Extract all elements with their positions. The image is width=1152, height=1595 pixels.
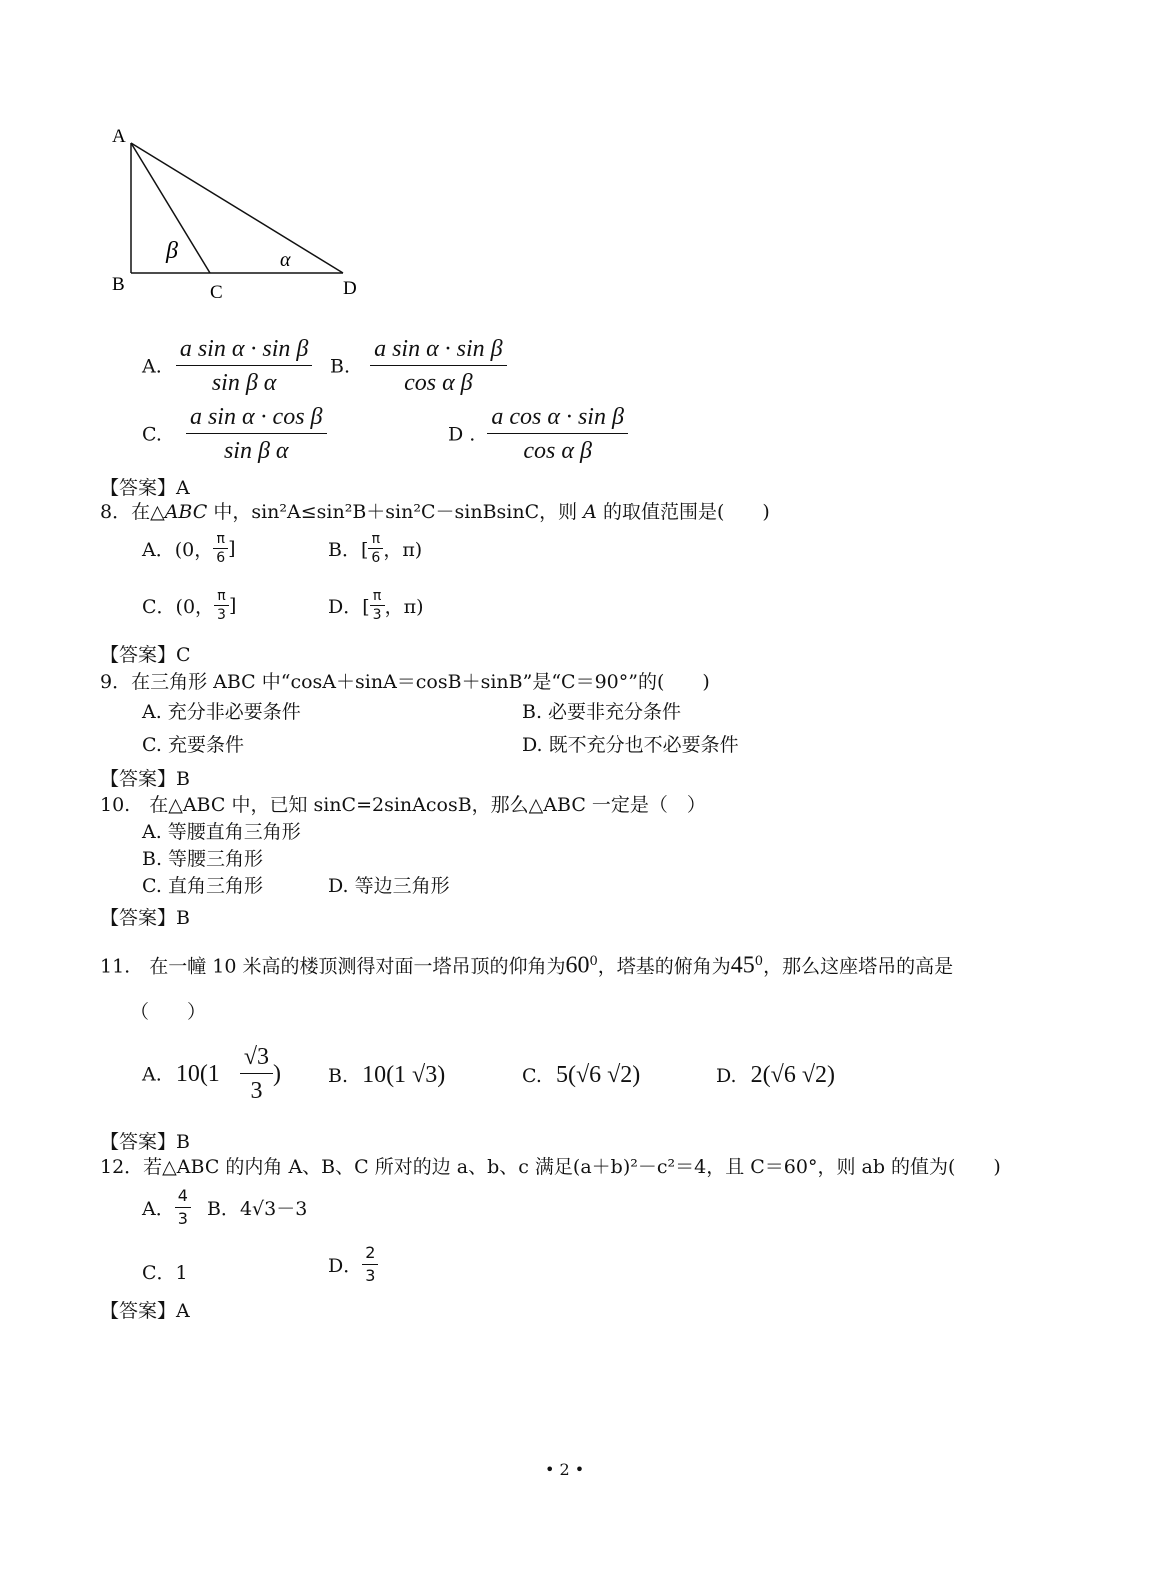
- q8-option-a-fraction: [213, 530, 228, 567]
- q8-option-b: [328, 530, 422, 567]
- q7-option-d: [448, 404, 628, 465]
- q9-option-b: B. 必要非充分条件: [522, 701, 682, 723]
- q11-option-a-numerator: √3: [240, 1044, 273, 1074]
- q12-option-b-expr: 4√3－3: [239, 1198, 308, 1220]
- q7-option-b-label: B.: [330, 355, 351, 378]
- q8-answer: 【答案】C: [100, 644, 191, 666]
- q7-option-a: [142, 336, 312, 397]
- q11-option-d-label: D.: [716, 1065, 737, 1087]
- q7-option-c-label: C.: [142, 423, 162, 446]
- q10-option-d: D. 等边三角形: [328, 875, 450, 897]
- q10-option-c: C. 直角三角形: [142, 875, 263, 897]
- q12-option-d-label: D．: [328, 1255, 363, 1277]
- q7-option-b-denominator: cos α β: [404, 370, 473, 396]
- q11-stem-mid: ，塔基的俯角为: [597, 955, 731, 978]
- q7-option-d-label: D .: [448, 423, 476, 446]
- q8-stem-prefix: 8．在△: [100, 501, 165, 523]
- q8-option-c-tail: ]: [228, 594, 237, 617]
- q7-option-b-numerator: a sin α · sin β: [370, 336, 507, 366]
- q7-option-a-label: A.: [142, 355, 162, 378]
- q7-option-c-denominator: sin β α: [223, 438, 289, 464]
- label-b: B: [112, 274, 125, 295]
- q8-option-c-label: C．(0，: [142, 596, 215, 618]
- q12-option-a: [142, 1185, 307, 1230]
- q12-option-d: [328, 1242, 378, 1287]
- q8-option-b-tail: ，π): [383, 539, 423, 561]
- q12-option-c-label: C．: [142, 1262, 176, 1284]
- q11-option-c-expr: 5(√6 √2): [555, 1062, 641, 1088]
- q12-option-a-fraction: [175, 1185, 191, 1230]
- q11-option-a-denominator: 3: [250, 1078, 263, 1104]
- q8-option-a-numerator: π: [213, 530, 228, 549]
- q8-option-d-label: D．[: [328, 596, 370, 618]
- q7-option-a-fraction: [176, 336, 313, 397]
- q8-option-a: [142, 530, 236, 567]
- q8-stem-mid: 中，sin²A≤sin²B＋sin²C－sinBsinC，则: [207, 501, 584, 523]
- q8-option-c-numerator: π: [214, 587, 229, 606]
- q7-answer: 【答案】A: [100, 477, 190, 499]
- q8-option-a-denominator: 6: [216, 550, 226, 566]
- q12-answer: 【答案】A: [100, 1300, 190, 1322]
- q11-option-d-expr: 2(√6 √2): [750, 1062, 835, 1088]
- q12-option-c: [142, 1258, 188, 1285]
- q8-option-d-numerator: π: [370, 587, 385, 606]
- q11-angle2-degree: 0: [754, 954, 764, 969]
- q9-answer: 【答案】B: [100, 768, 190, 790]
- label-a: A: [112, 126, 126, 147]
- page-number: • 2 •: [545, 1460, 585, 1479]
- q8-stem-a: A: [583, 501, 597, 523]
- q8-option-d-tail: ，π): [384, 596, 424, 618]
- q11-angle1-degree: 0: [589, 954, 598, 969]
- q12-option-d-denominator: 3: [365, 1266, 376, 1285]
- q11-answer: 【答案】B: [100, 1131, 190, 1153]
- q7-option-c: [142, 404, 327, 465]
- label-d: D: [343, 278, 357, 299]
- q8-option-b-label: B．[: [328, 539, 369, 561]
- q8-option-b-denominator: 6: [371, 550, 381, 566]
- q9-option-d: D. 既不充分也不必要条件: [522, 734, 739, 756]
- q9-option-c: C. 充要条件: [142, 734, 244, 756]
- q7-option-a-numerator: a sin α · sin β: [176, 336, 313, 366]
- q12-option-d-numerator: 2: [362, 1242, 378, 1265]
- q9-stem: 9．在三角形 ABC 中“cosA＋sinA＝cosB＋sinB”是“C＝90°”的( ): [100, 671, 710, 693]
- q11-stem-prefix: 11. 在一幢 10 米高的楼顶测得对面一塔吊顶的仰角为: [100, 955, 566, 978]
- q11-stem: [100, 950, 953, 978]
- q8-option-d-denominator: 3: [372, 607, 382, 623]
- label-beta: β: [166, 238, 178, 264]
- q8-option-c-fraction: [214, 587, 229, 624]
- q11-angle2: 45: [730, 952, 755, 979]
- q11-option-b: [328, 1062, 445, 1089]
- q11-option-c: [522, 1062, 640, 1089]
- label-alpha: α: [280, 249, 291, 271]
- q11-option-c-label: C.: [522, 1065, 542, 1087]
- q12-option-c-expr: 1: [175, 1262, 188, 1284]
- q8-option-d-fraction: [370, 587, 385, 624]
- q8-stem: [100, 500, 770, 524]
- q11-angle1: 60: [565, 952, 590, 979]
- q10-option-a: A. 等腰直角三角形: [142, 821, 301, 843]
- q11-option-a: [142, 1044, 281, 1105]
- q8-option-d: [328, 587, 423, 624]
- q7-option-b-fraction: [370, 336, 507, 397]
- q11-option-a-label: A.: [142, 1063, 162, 1086]
- q7-option-b: [330, 336, 507, 397]
- q11-option-b-label: B.: [328, 1065, 349, 1087]
- q11-option-a-tail: ): [273, 1061, 282, 1087]
- q7-option-d-fraction: [487, 404, 628, 465]
- q8-option-c-denominator: 3: [217, 607, 226, 623]
- q7-option-d-numerator: a cos α · sin β: [487, 404, 628, 434]
- q11-stem-suffix: ，那么这座塔吊的高是: [763, 955, 954, 978]
- q12-stem: 12．若△ABC 的内角 A、B、C 所对的边 a、b、c 满足(a＋b)²－c²＝4，且 C＝60°，则 ab 的值为( ): [100, 1156, 1001, 1178]
- q12-option-d-fraction: [362, 1242, 378, 1287]
- q12-option-a-label: A．: [142, 1198, 175, 1220]
- q10-answer: 【答案】B: [100, 907, 190, 929]
- q11-option-d: [716, 1062, 835, 1089]
- q8-option-a-label: A．(0，: [142, 539, 214, 561]
- q11-option-b-expr: 10(1 √3): [362, 1062, 446, 1088]
- q10-stem: 10. 在△ABC 中，已知 sinC=2sinAcosB，那么△ABC 一定是（ ）: [100, 794, 706, 816]
- q10-option-b: B. 等腰三角形: [142, 848, 264, 870]
- q11-paren: （ ）: [130, 1001, 207, 1023]
- q8-option-b-fraction: [368, 530, 383, 567]
- q11-option-a-coef: 10(1: [175, 1061, 220, 1087]
- triangle-figure: [100, 120, 380, 310]
- q8-stem-abc: ABC: [164, 501, 208, 523]
- q7-option-a-denominator: sin β α: [211, 370, 277, 396]
- q8-option-b-numerator: π: [368, 530, 383, 549]
- q8-option-c: [142, 587, 236, 624]
- side-ad: [131, 143, 343, 273]
- q7-option-c-fraction: [186, 404, 327, 465]
- q12-option-b-label: B．: [206, 1198, 240, 1220]
- q12-option-a-numerator: 4: [175, 1185, 191, 1208]
- q11-option-a-fraction: [240, 1044, 273, 1105]
- q8-stem-suffix: 的取值范围是( ): [596, 501, 770, 523]
- q7-option-d-denominator: cos α β: [523, 438, 592, 464]
- q7-option-c-numerator: a sin α · cos β: [186, 404, 327, 434]
- q12-option-a-denominator: 3: [177, 1209, 188, 1228]
- q9-option-a: A. 充分非必要条件: [142, 701, 301, 723]
- label-c: C: [210, 282, 223, 303]
- q8-option-a-tail: ]: [228, 537, 236, 560]
